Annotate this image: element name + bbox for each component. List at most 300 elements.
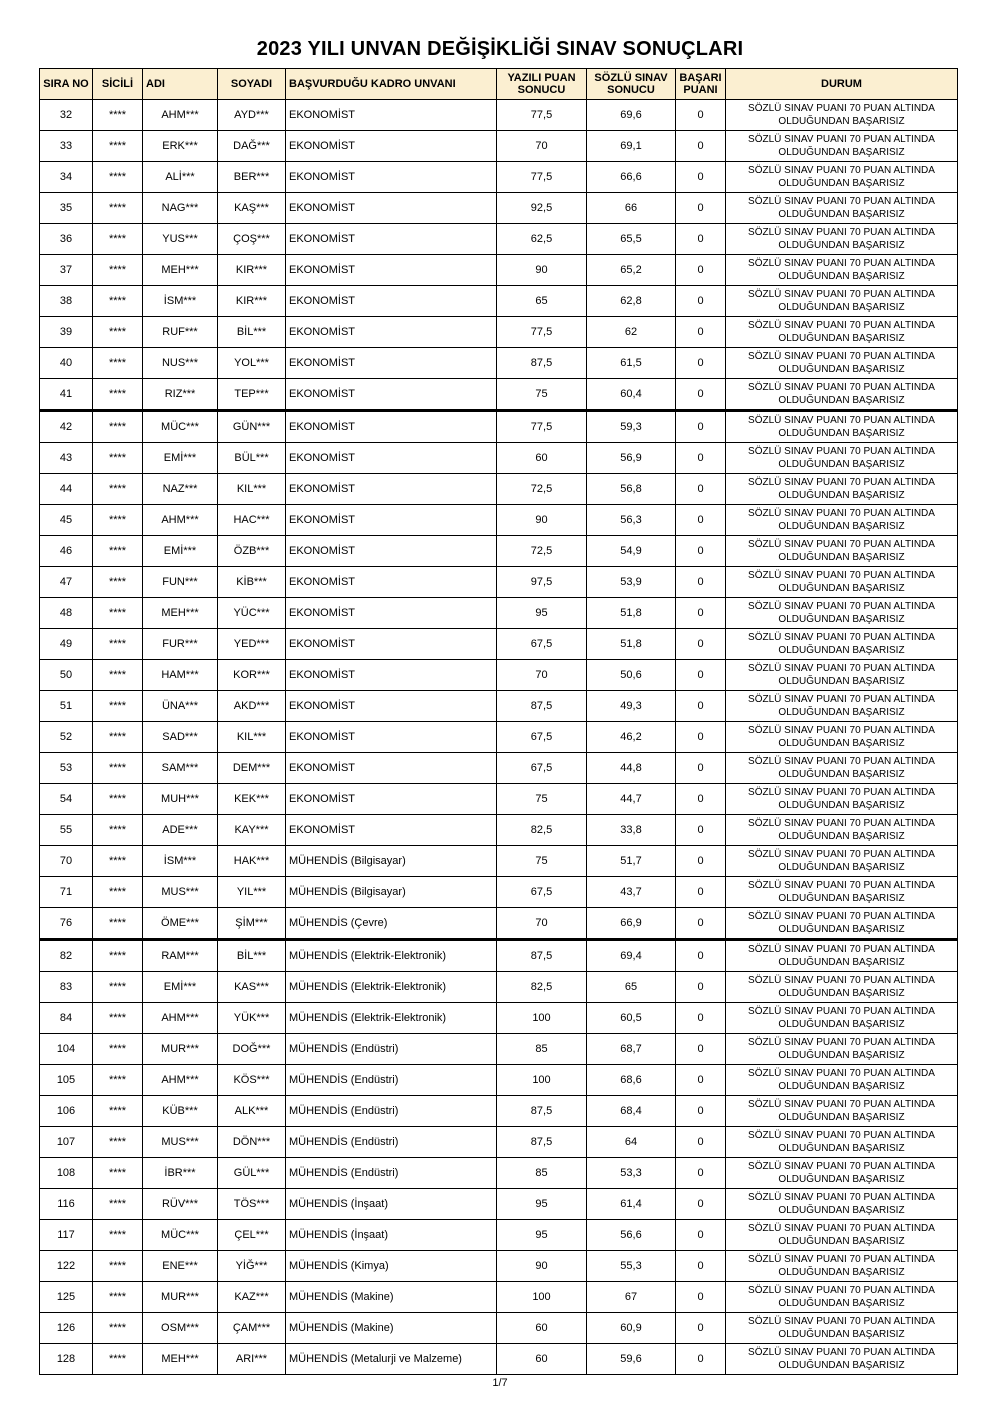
cell-yazili-puan: 100	[497, 1003, 587, 1034]
page-title: 2023 YILI UNVAN DEĞİŞİKLİĞİ SINAV SONUÇLARI	[256, 38, 744, 60]
cell-sira-no: 104	[40, 1034, 93, 1065]
cell-yazili-puan: 75	[497, 846, 587, 877]
durum-line2: OLDUĞUNDAN BAŞARISIZ	[778, 831, 905, 842]
cell-yazili-puan: 90	[497, 255, 587, 286]
cell-basari-puani: 0	[676, 567, 726, 598]
cell-sicili: ****	[93, 1189, 143, 1220]
cell-yazili-puan: 92,5	[497, 193, 587, 224]
cell-adi: ADE***	[143, 815, 218, 846]
durum-line2: OLDUĞUNDAN BAŞARISIZ	[778, 428, 905, 439]
table-row	[40, 131, 958, 162]
durum-line2: OLDUĞUNDAN BAŞARISIZ	[778, 333, 905, 344]
cell-sicili: ****	[93, 443, 143, 474]
cell-basari-puani: 0	[676, 411, 726, 443]
cell-soyadi: AYD***	[218, 100, 286, 131]
cell-kadro-unvani: EKONOMİST	[286, 629, 497, 660]
cell-sira-no: 76	[40, 908, 93, 940]
cell-kadro-unvani: MÜHENDİS (Elektrik-Elektronik)	[286, 972, 497, 1003]
cell-kadro-unvani: EKONOMİST	[286, 379, 497, 411]
cell-durum	[726, 1034, 958, 1065]
cell-sicili: ****	[93, 474, 143, 505]
durum-line2: OLDUĞUNDAN BAŞARISIZ	[778, 1267, 905, 1278]
cell-sozlu-sinav: 68,6	[587, 1065, 676, 1096]
cell-soyadi: ALK***	[218, 1096, 286, 1127]
cell-basari-puani: 0	[676, 753, 726, 784]
cell-soyadi: BÜL***	[218, 443, 286, 474]
cell-basari-puani: 0	[676, 846, 726, 877]
cell-durum	[726, 877, 958, 908]
cell-sira-no: 51	[40, 691, 93, 722]
durum-line1: SÖZLÜ SINAV PUANI 70 PUAN ALTINDA	[748, 570, 935, 581]
durum-line2: OLDUĞUNDAN BAŞARISIZ	[778, 209, 905, 220]
cell-soyadi: TÖS***	[218, 1189, 286, 1220]
cell-sicili: ****	[93, 1158, 143, 1189]
cell-sicili: ****	[93, 193, 143, 224]
cell-soyadi: YOL***	[218, 348, 286, 379]
cell-sira-no: 122	[40, 1251, 93, 1282]
cell-durum	[726, 972, 958, 1003]
cell-soyadi: ARI***	[218, 1344, 286, 1375]
cell-soyadi: GÜL***	[218, 1158, 286, 1189]
cell-durum	[726, 255, 958, 286]
cell-sicili: ****	[93, 753, 143, 784]
cell-sira-no: 44	[40, 474, 93, 505]
cell-kadro-unvani: EKONOMİST	[286, 691, 497, 722]
cell-sicili: ****	[93, 815, 143, 846]
cell-sozlu-sinav: 46,2	[587, 722, 676, 753]
cell-sira-no: 40	[40, 348, 93, 379]
header-row	[40, 69, 958, 100]
cell-soyadi: BER***	[218, 162, 286, 193]
cell-sicili: ****	[93, 1003, 143, 1034]
cell-sozlu-sinav: 44,7	[587, 784, 676, 815]
table-row	[40, 100, 958, 131]
table-row	[40, 846, 958, 877]
table-row	[40, 629, 958, 660]
cell-soyadi: ÇAM***	[218, 1313, 286, 1344]
cell-soyadi: ÇOŞ***	[218, 224, 286, 255]
table-row	[40, 1189, 958, 1220]
durum-line1: SÖZLÜ SINAV PUANI 70 PUAN ALTINDA	[748, 787, 935, 798]
cell-soyadi: GÜN***	[218, 411, 286, 443]
cell-kadro-unvani: MÜHENDİS (Çevre)	[286, 908, 497, 940]
cell-sozlu-sinav: 67	[587, 1282, 676, 1313]
cell-sira-no: 46	[40, 536, 93, 567]
cell-soyadi: KIR***	[218, 286, 286, 317]
durum-line1: SÖZLÜ SINAV PUANI 70 PUAN ALTINDA	[748, 477, 935, 488]
cell-basari-puani: 0	[676, 815, 726, 846]
cell-sicili: ****	[93, 660, 143, 691]
cell-yazili-puan: 85	[497, 1158, 587, 1189]
cell-kadro-unvani: MÜHENDİS (Metalurji ve Malzeme)	[286, 1344, 497, 1375]
cell-adi: EMİ***	[143, 536, 218, 567]
cell-sicili: ****	[93, 1313, 143, 1344]
cell-sicili: ****	[93, 131, 143, 162]
header-soyadi: SOYADI	[218, 69, 286, 100]
cell-soyadi: KÖS***	[218, 1065, 286, 1096]
cell-soyadi: KAS***	[218, 972, 286, 1003]
table-row	[40, 536, 958, 567]
cell-sira-no: 84	[40, 1003, 93, 1034]
cell-sicili: ****	[93, 411, 143, 443]
cell-sicili: ****	[93, 162, 143, 193]
cell-durum	[726, 846, 958, 877]
cell-sira-no: 47	[40, 567, 93, 598]
durum-line1: SÖZLÜ SINAV PUANI 70 PUAN ALTINDA	[748, 880, 935, 891]
cell-sira-no: 55	[40, 815, 93, 846]
cell-sozlu-sinav: 60,4	[587, 379, 676, 411]
header-basari-puani	[676, 69, 726, 100]
durum-line1: SÖZLÜ SINAV PUANI 70 PUAN ALTINDA	[748, 725, 935, 736]
cell-sozlu-sinav: 66,9	[587, 908, 676, 940]
cell-kadro-unvani: EKONOMİST	[286, 255, 497, 286]
cell-basari-puani: 0	[676, 1065, 726, 1096]
cell-soyadi: KIL***	[218, 722, 286, 753]
durum-line2: OLDUĞUNDAN BAŞARISIZ	[778, 924, 905, 935]
cell-adi: İSM***	[143, 286, 218, 317]
cell-kadro-unvani: EKONOMİST	[286, 193, 497, 224]
cell-sozlu-sinav: 61,5	[587, 348, 676, 379]
cell-durum	[726, 1189, 958, 1220]
cell-sira-no: 105	[40, 1065, 93, 1096]
cell-sozlu-sinav: 56,9	[587, 443, 676, 474]
cell-adi: SAM***	[143, 753, 218, 784]
cell-durum	[726, 411, 958, 443]
cell-sozlu-sinav: 68,7	[587, 1034, 676, 1065]
cell-sira-no: 37	[40, 255, 93, 286]
cell-yazili-puan: 82,5	[497, 972, 587, 1003]
cell-sicili: ****	[93, 877, 143, 908]
cell-sira-no: 49	[40, 629, 93, 660]
durum-line1: SÖZLÜ SINAV PUANI 70 PUAN ALTINDA	[748, 1099, 935, 1110]
cell-sicili: ****	[93, 940, 143, 972]
table-row	[40, 1344, 958, 1375]
cell-soyadi: AKD***	[218, 691, 286, 722]
durum-line2: OLDUĞUNDAN BAŞARISIZ	[778, 364, 905, 375]
cell-durum	[726, 1220, 958, 1251]
cell-sozlu-sinav: 53,3	[587, 1158, 676, 1189]
cell-sozlu-sinav: 61,4	[587, 1189, 676, 1220]
durum-line1: SÖZLÜ SINAV PUANI 70 PUAN ALTINDA	[748, 911, 935, 922]
cell-adi: MUR***	[143, 1282, 218, 1313]
cell-yazili-puan: 60	[497, 1313, 587, 1344]
cell-sira-no: 107	[40, 1127, 93, 1158]
table-row	[40, 224, 958, 255]
cell-durum	[726, 379, 958, 411]
cell-adi: NUS***	[143, 348, 218, 379]
cell-durum	[726, 131, 958, 162]
cell-sicili: ****	[93, 1344, 143, 1375]
cell-durum	[726, 224, 958, 255]
cell-sicili: ****	[93, 908, 143, 940]
table-row	[40, 598, 958, 629]
durum-line1: SÖZLÜ SINAV PUANI 70 PUAN ALTINDA	[748, 227, 935, 238]
cell-sozlu-sinav: 62	[587, 317, 676, 348]
cell-soyadi: BİL***	[218, 940, 286, 972]
table-row	[40, 317, 958, 348]
cell-kadro-unvani: MÜHENDİS (Kimya)	[286, 1251, 497, 1282]
cell-durum	[726, 1096, 958, 1127]
cell-durum	[726, 536, 958, 567]
cell-kadro-unvani: EKONOMİST	[286, 411, 497, 443]
cell-sozlu-sinav: 64	[587, 1127, 676, 1158]
cell-sira-no: 128	[40, 1344, 93, 1375]
cell-sira-no: 108	[40, 1158, 93, 1189]
durum-line1: SÖZLÜ SINAV PUANI 70 PUAN ALTINDA	[748, 944, 935, 955]
cell-basari-puani: 0	[676, 100, 726, 131]
cell-basari-puani: 0	[676, 1313, 726, 1344]
durum-line2: OLDUĞUNDAN BAŞARISIZ	[778, 707, 905, 718]
cell-kadro-unvani: MÜHENDİS (İnşaat)	[286, 1220, 497, 1251]
cell-sozlu-sinav: 54,9	[587, 536, 676, 567]
table-row	[40, 815, 958, 846]
header-yazili-puan	[497, 69, 587, 100]
durum-line1: SÖZLÜ SINAV PUANI 70 PUAN ALTINDA	[748, 1006, 935, 1017]
cell-soyadi: HAC***	[218, 505, 286, 536]
durum-line1: SÖZLÜ SINAV PUANI 70 PUAN ALTINDA	[748, 258, 935, 269]
cell-adi: RAM***	[143, 940, 218, 972]
durum-line2: OLDUĞUNDAN BAŞARISIZ	[778, 1112, 905, 1123]
durum-line2: OLDUĞUNDAN BAŞARISIZ	[778, 988, 905, 999]
cell-sira-no: 38	[40, 286, 93, 317]
cell-soyadi: KAŞ***	[218, 193, 286, 224]
durum-line2: OLDUĞUNDAN BAŞARISIZ	[778, 240, 905, 251]
cell-yazili-puan: 72,5	[497, 474, 587, 505]
cell-adi: NAZ***	[143, 474, 218, 505]
cell-durum	[726, 908, 958, 940]
cell-soyadi: DÖN***	[218, 1127, 286, 1158]
cell-yazili-puan: 60	[497, 443, 587, 474]
durum-line1: SÖZLÜ SINAV PUANI 70 PUAN ALTINDA	[748, 849, 935, 860]
cell-soyadi: DAĞ***	[218, 131, 286, 162]
cell-adi: NAG***	[143, 193, 218, 224]
cell-basari-puani: 0	[676, 379, 726, 411]
cell-kadro-unvani: MÜHENDİS (Endüstri)	[286, 1096, 497, 1127]
cell-adi: SAD***	[143, 722, 218, 753]
cell-yazili-puan: 100	[497, 1282, 587, 1313]
cell-basari-puani: 0	[676, 972, 726, 1003]
cell-soyadi: KAZ***	[218, 1282, 286, 1313]
cell-sicili: ****	[93, 286, 143, 317]
cell-kadro-unvani: MÜHENDİS (Endüstri)	[286, 1034, 497, 1065]
table-row	[40, 1034, 958, 1065]
cell-yazili-puan: 77,5	[497, 162, 587, 193]
cell-yazili-puan: 85	[497, 1034, 587, 1065]
table-row	[40, 1282, 958, 1313]
cell-durum	[726, 443, 958, 474]
cell-adi: FUN***	[143, 567, 218, 598]
cell-sira-no: 43	[40, 443, 93, 474]
durum-line1: SÖZLÜ SINAV PUANI 70 PUAN ALTINDA	[748, 539, 935, 550]
cell-kadro-unvani: EKONOMİST	[286, 536, 497, 567]
durum-line2: OLDUĞUNDAN BAŞARISIZ	[778, 1360, 905, 1371]
cell-basari-puani: 0	[676, 1034, 726, 1065]
table-row	[40, 908, 958, 940]
cell-sozlu-sinav: 55,3	[587, 1251, 676, 1282]
table-row	[40, 1251, 958, 1282]
cell-sozlu-sinav: 43,7	[587, 877, 676, 908]
cell-sira-no: 52	[40, 722, 93, 753]
cell-sicili: ****	[93, 348, 143, 379]
cell-sira-no: 54	[40, 784, 93, 815]
durum-line2: OLDUĞUNDAN BAŞARISIZ	[778, 893, 905, 904]
durum-line2: OLDUĞUNDAN BAŞARISIZ	[778, 459, 905, 470]
cell-sira-no: 53	[40, 753, 93, 784]
cell-yazili-puan: 67,5	[497, 722, 587, 753]
cell-basari-puani: 0	[676, 784, 726, 815]
cell-kadro-unvani: EKONOMİST	[286, 131, 497, 162]
cell-sicili: ****	[93, 1282, 143, 1313]
cell-kadro-unvani: EKONOMİST	[286, 224, 497, 255]
cell-sozlu-sinav: 65	[587, 972, 676, 1003]
cell-soyadi: YIL***	[218, 877, 286, 908]
results-table	[39, 68, 958, 1375]
header-yazili-line2: SONUCU	[517, 84, 566, 96]
cell-soyadi: DEM***	[218, 753, 286, 784]
durum-line2: OLDUĞUNDAN BAŞARISIZ	[778, 302, 905, 313]
cell-soyadi: KAY***	[218, 815, 286, 846]
header-sira-no: SIRA NO	[40, 69, 93, 100]
durum-line1: SÖZLÜ SINAV PUANI 70 PUAN ALTINDA	[748, 663, 935, 674]
cell-sicili: ****	[93, 722, 143, 753]
durum-line2: OLDUĞUNDAN BAŞARISIZ	[778, 583, 905, 594]
table-row	[40, 1158, 958, 1189]
header-basari-line2: PUANI	[683, 84, 718, 96]
cell-basari-puani: 0	[676, 598, 726, 629]
table-row	[40, 1003, 958, 1034]
cell-basari-puani: 0	[676, 193, 726, 224]
durum-line1: SÖZLÜ SINAV PUANI 70 PUAN ALTINDA	[748, 1254, 935, 1265]
cell-soyadi: KEK***	[218, 784, 286, 815]
durum-line1: SÖZLÜ SINAV PUANI 70 PUAN ALTINDA	[748, 1285, 935, 1296]
cell-adi: ÖME***	[143, 908, 218, 940]
cell-kadro-unvani: EKONOMİST	[286, 286, 497, 317]
table-row	[40, 1220, 958, 1251]
table-row	[40, 1096, 958, 1127]
cell-kadro-unvani: EKONOMİST	[286, 567, 497, 598]
cell-yazili-puan: 77,5	[497, 411, 587, 443]
cell-sozlu-sinav: 56,8	[587, 474, 676, 505]
table-row	[40, 1127, 958, 1158]
table-row	[40, 162, 958, 193]
cell-yazili-puan: 87,5	[497, 348, 587, 379]
durum-line2: OLDUĞUNDAN BAŞARISIZ	[778, 1298, 905, 1309]
cell-adi: OSM***	[143, 1313, 218, 1344]
table-body	[40, 100, 958, 1375]
cell-sicili: ****	[93, 846, 143, 877]
cell-yazili-puan: 70	[497, 908, 587, 940]
cell-yazili-puan: 77,5	[497, 317, 587, 348]
durum-line2: OLDUĞUNDAN BAŞARISIZ	[778, 800, 905, 811]
cell-sozlu-sinav: 65,5	[587, 224, 676, 255]
table-row	[40, 1065, 958, 1096]
cell-adi: ALİ***	[143, 162, 218, 193]
cell-sozlu-sinav: 66,6	[587, 162, 676, 193]
cell-durum	[726, 348, 958, 379]
cell-durum	[726, 753, 958, 784]
cell-kadro-unvani: MÜHENDİS (Elektrik-Elektronik)	[286, 940, 497, 972]
cell-basari-puani: 0	[676, 1003, 726, 1034]
durum-line1: SÖZLÜ SINAV PUANI 70 PUAN ALTINDA	[748, 415, 935, 426]
cell-adi: ÜNA***	[143, 691, 218, 722]
cell-durum	[726, 660, 958, 691]
cell-adi: MUH***	[143, 784, 218, 815]
cell-basari-puani: 0	[676, 286, 726, 317]
cell-kadro-unvani: EKONOMİST	[286, 474, 497, 505]
cell-yazili-puan: 87,5	[497, 1127, 587, 1158]
cell-basari-puani: 0	[676, 131, 726, 162]
cell-adi: YUS***	[143, 224, 218, 255]
durum-line2: OLDUĞUNDAN BAŞARISIZ	[778, 178, 905, 189]
durum-line2: OLDUĞUNDAN BAŞARISIZ	[778, 1236, 905, 1247]
cell-adi: AHM***	[143, 1003, 218, 1034]
cell-durum	[726, 1127, 958, 1158]
cell-adi: AHM***	[143, 1065, 218, 1096]
durum-line2: OLDUĞUNDAN BAŞARISIZ	[778, 1329, 905, 1340]
cell-basari-puani: 0	[676, 443, 726, 474]
header-sozlu-line1: SÖZLÜ SINAV	[594, 72, 668, 84]
cell-soyadi: DOĞ***	[218, 1034, 286, 1065]
cell-kadro-unvani: EKONOMİST	[286, 815, 497, 846]
cell-sira-no: 50	[40, 660, 93, 691]
cell-sozlu-sinav: 56,3	[587, 505, 676, 536]
durum-line2: OLDUĞUNDAN BAŞARISIZ	[778, 116, 905, 127]
cell-basari-puani: 0	[676, 877, 726, 908]
cell-basari-puani: 0	[676, 940, 726, 972]
durum-line1: SÖZLÜ SINAV PUANI 70 PUAN ALTINDA	[748, 1347, 935, 1358]
cell-sicili: ****	[93, 629, 143, 660]
cell-durum	[726, 1282, 958, 1313]
durum-line1: SÖZLÜ SINAV PUANI 70 PUAN ALTINDA	[748, 289, 935, 300]
cell-durum	[726, 567, 958, 598]
cell-adi: MUR***	[143, 1034, 218, 1065]
cell-soyadi: KIL***	[218, 474, 286, 505]
durum-line2: OLDUĞUNDAN BAŞARISIZ	[778, 271, 905, 282]
cell-durum	[726, 815, 958, 846]
durum-line2: OLDUĞUNDAN BAŞARISIZ	[778, 490, 905, 501]
cell-durum	[726, 1065, 958, 1096]
cell-adi: İSM***	[143, 846, 218, 877]
cell-adi: EMİ***	[143, 972, 218, 1003]
cell-kadro-unvani: EKONOMİST	[286, 660, 497, 691]
durum-line2: OLDUĞUNDAN BAŞARISIZ	[778, 645, 905, 656]
cell-yazili-puan: 90	[497, 505, 587, 536]
table-row	[40, 443, 958, 474]
cell-yazili-puan: 95	[497, 1189, 587, 1220]
durum-line1: SÖZLÜ SINAV PUANI 70 PUAN ALTINDA	[748, 756, 935, 767]
cell-sicili: ****	[93, 1034, 143, 1065]
cell-adi: MEH***	[143, 1344, 218, 1375]
cell-basari-puani: 0	[676, 1127, 726, 1158]
cell-sira-no: 42	[40, 411, 93, 443]
cell-adi: MUS***	[143, 1127, 218, 1158]
cell-yazili-puan: 100	[497, 1065, 587, 1096]
cell-soyadi: KOR***	[218, 660, 286, 691]
cell-durum	[726, 691, 958, 722]
cell-yazili-puan: 90	[497, 1251, 587, 1282]
cell-basari-puani: 0	[676, 691, 726, 722]
cell-sicili: ****	[93, 598, 143, 629]
cell-yazili-puan: 67,5	[497, 629, 587, 660]
durum-line1: SÖZLÜ SINAV PUANI 70 PUAN ALTINDA	[748, 632, 935, 643]
cell-basari-puani: 0	[676, 317, 726, 348]
cell-basari-puani: 0	[676, 1251, 726, 1282]
cell-kadro-unvani: EKONOMİST	[286, 443, 497, 474]
cell-durum	[726, 193, 958, 224]
cell-soyadi: KIR***	[218, 255, 286, 286]
header-yazili-line1: YAZILI PUAN	[507, 72, 576, 84]
table-row	[40, 784, 958, 815]
